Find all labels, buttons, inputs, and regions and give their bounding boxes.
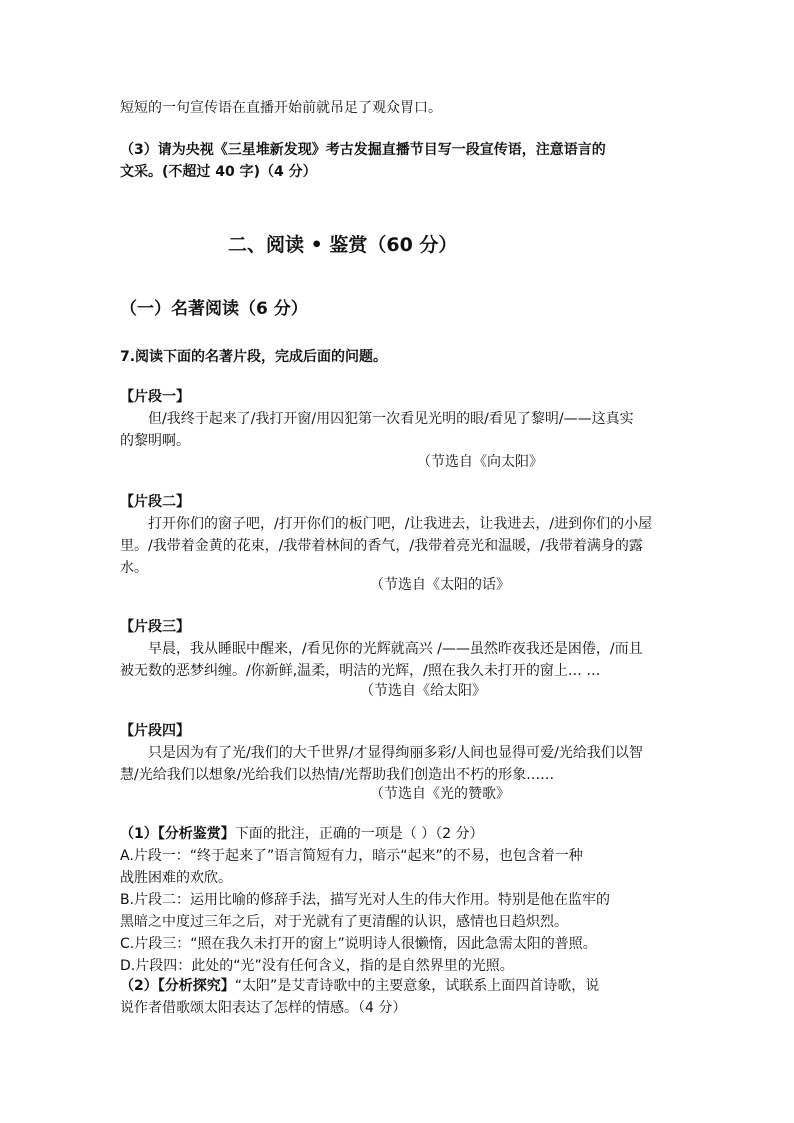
question-1-number: （1） — [120, 826, 158, 842]
fragment-4-line-2: 慧/光给我们以想象/光给我们以热情/光帮助我们创造出不朽的形象…… — [120, 767, 555, 783]
question-3-line-1: （3）请为央视《三星堆新发现》考古发掘直播节目写一段宣传语，注意语言的 — [120, 142, 606, 158]
fragment-1-line-2: 的黎明啊。 — [120, 433, 190, 449]
fragment-2-source: （节选自《太阳的话》 — [370, 577, 510, 593]
question-7-prompt: 7.阅读下面的名著片段，完成后面的问题。 — [120, 349, 388, 365]
option-a-line-1: A.片段一：“终于起来了”语言简短有力，暗示“起来”的不易，也包含着一种 — [120, 848, 583, 864]
question-2-number: （2） — [120, 978, 158, 994]
question-1-stem-row — [120, 823, 484, 845]
fragment-2-line-3: 水。 — [120, 560, 148, 576]
question-1-tag: 【分析鉴赏】 — [157, 826, 235, 842]
fragment-4-line-1: 只是因为有了光/我们的大千世界/才显得绚丽多彩/人间也显得可爱/光给我们以智 — [148, 745, 643, 761]
question-2-line-2: 说作者借歌颂太阳表达了怎样的情感。（4 分） — [120, 1000, 407, 1016]
question-2-tag: 【分析探究】 — [157, 978, 235, 994]
fragment-3-line-1: 早晨，我从睡眠中醒来，/看见你的光辉就高兴 /——虽然昨夜我还是困倦，/而且 — [148, 641, 643, 657]
fragment-3-source: （节选自《给太阳》 — [360, 683, 486, 699]
fragment-1-line-1: 但/我终于起来了/我打开窗/用囚犯第一次看见光明的眼/看见了黎明/——这真实 — [148, 411, 634, 427]
fragment-4-title: 【片段四】 — [120, 723, 190, 739]
fragment-3-title: 【片段三】 — [120, 619, 190, 635]
fragment-2-line-2: 里。/我带着金黄的花束，/我带着林间的香气，/我带着亮光和温暖，/我带着满身的露 — [120, 538, 643, 554]
fragment-2-line-1: 打开你们的窗子吧，/打开你们的板门吧，/让我进去，让我进去，/进到你们的小屋 — [148, 516, 653, 532]
question-2-line-1: “太阳”是艾青诗歌中的主要意象，试联系上面四首诗歌，说 — [234, 978, 600, 994]
question-2-row — [120, 975, 599, 997]
option-a-line-2: 战胜困难的欢欣。 — [120, 870, 232, 886]
fragment-4-source: （节选自《光的赞歌》 — [370, 786, 510, 802]
question-1-stem: 下面的批注，正确的一项是（ ）（2 分） — [234, 826, 484, 842]
intro-text: 短短的一句宣传语在直播开始前就吊足了观众胃口。 — [120, 100, 442, 116]
fragment-1-title: 【片段一】 — [120, 389, 190, 405]
section-2-title: 二、阅读 • 鉴赏（60 分） — [228, 234, 458, 256]
subsection-1-title: （一）名著阅读（6 分） — [120, 299, 308, 319]
option-b-line-1: B.片段二：运用比喻的修辞手法，描写光对人生的伟大作用。特别是他在监牢的 — [120, 892, 611, 908]
fragment-3-line-2: 被无数的恶梦纠缠。/你新鲜,温柔，明洁的光辉，/照在我久未打开的窗上… … — [120, 663, 601, 679]
option-b-line-2: 黑暗之中度过三年之后，对于光就有了更清醒的认识，感情也日趋炽烈。 — [120, 914, 568, 930]
question-3-line-2: 文采。(不超过 40 字)（4 分） — [120, 164, 317, 180]
fragment-1-source: （节选自《向太阳》 — [417, 454, 543, 470]
fragment-2-title: 【片段二】 — [120, 494, 190, 510]
option-d-line-1: D.片段四：此处的“光”没有任何含义，指的是自然界里的光照。 — [120, 958, 514, 974]
option-c-line-1: C.片段三：“照在我久未打开的窗上”说明诗人很懒惰，因此急需太阳的普照。 — [120, 936, 597, 952]
